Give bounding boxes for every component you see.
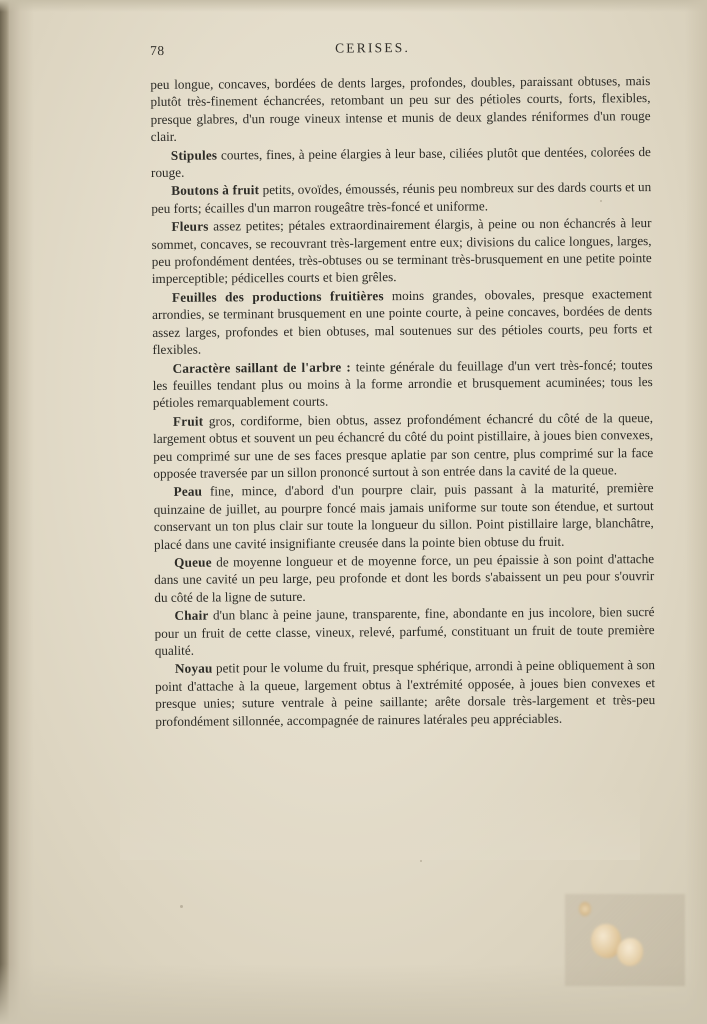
paragraph-text: courtes, fines, à peine élargies à leur base, ciliées plutôt que dentées, colorées de rouge. (150, 143, 651, 181)
page-right-edge (685, 0, 707, 1024)
paragraph-lead: Fruit (172, 413, 204, 429)
paragraph-stipules (151, 143, 651, 182)
paragraph-chair (154, 603, 654, 659)
paragraph-noyau (155, 656, 656, 730)
paper-stain (565, 894, 685, 986)
paragraph-feuilles (152, 285, 653, 359)
paragraph-peau (153, 479, 654, 553)
paper-speck (180, 905, 183, 908)
scan-fade-overlay (120, 790, 640, 860)
paragraph-fruit (153, 409, 654, 483)
paragraph-text: petit pour le volume du fruit, presque sphérique, arrondi à peine obliquement à son point d'attache à la queue, largement obtus à l'extrémité opposée, à joues bien convexes et presque unies; suture ventrale à peine saillante; arête dorsale très-largement et très-peu profondément sillonnée, accompagnée de rainures latérales peu appréciables. (155, 657, 656, 729)
page-content (150, 38, 655, 731)
page-number: 78 (150, 42, 165, 58)
page-body-text (150, 72, 655, 730)
paragraph-queue (154, 550, 654, 606)
paragraph-text: peu longue, concaves, bordées de dents larges, profondes, doubles, paraissant obtuses, mais plutôt très-finement échancrées, retombant un peu sur des pétioles courts, forts, flexibles, presque glabres, d'un rouge vineux intense et munis de deux glandes réniformes d'un rouge clair. (150, 73, 651, 145)
paragraph-text: gros, cordiforme, bien obtus, assez profondément échancré du côté de la queue, largement obtus et souvent un peu échancré du côté du point pistillaire, à joues bien convexes, peu comprimé sur une de ses faces presque aplatie par son centre, plus comprimé sur la face opposée traversée par un sillon prononcé surtout à son entrée dans la cavité de la queue. (153, 409, 654, 481)
paragraph-lead: Fleurs (171, 218, 209, 235)
paragraph-text: d'un blanc à peine jaune, transparente, fine, abondante en jus incolore, bien sucré pour un fruit de cette classe, vineux, relevé, parfumé, constituant un fruit de toute première qualité. (154, 604, 655, 658)
paragraph-text: de moyenne longueur et de moyenne force, un peu épaissie à son point d'attache dans une cavité un peu large, peu profonde et dont les bords s'abaissent un peu pour s'ouvrir du côté de la ligne de suture. (154, 551, 655, 605)
paragraph-fleurs (151, 214, 652, 288)
paragraph-text: assez petites; pétales extraordinairement élargis, à peine ou non échancrés à leur sommet, concaves, se recouvrant très-largement entre eux; divisions du calice longues, larges, peu profondément dentées, très-obtuses ou se terminant très-brusquement en une petite pointe imperceptible; pédicelles courts et bien grêles. (151, 215, 652, 287)
running-head: CERISES. (334, 39, 411, 56)
stain-blob (579, 902, 591, 916)
paragraph-caractere (152, 356, 652, 412)
paragraph-lead: Boutons à fruit (171, 182, 260, 199)
paragraph-intro (150, 72, 651, 146)
paper-speck (600, 200, 602, 202)
paragraph-lead: Stipules (170, 147, 218, 163)
paragraph-lead: Chair (174, 607, 209, 624)
page-top-edge (0, 0, 707, 12)
binding-edge (0, 0, 9, 1024)
paragraph-text: fine, mince, d'abord d'un pourpre clair, puis passant à la maturité, première quinzaine de juillet, au pourpre foncé mais jamais uniforme sur toute son étendue, et surtout conservant un ton plus clair sur toute la longueur du sillon. Point pistillaire large, blanchâtre, placé dans une cavité insignifiante creusée dans la pointe bien obtuse du fruit. (153, 480, 654, 552)
paragraph-lead: Caractère saillant de l'arbre : (172, 358, 352, 376)
paragraph-boutons (151, 179, 651, 218)
paragraph-text: teinte générale du feuillage d'un vert très-foncé; toutes les feuilles tendant plus ou moins à la forme arrondie et brusquement acuminées; tous les pétioles remarquablement courts. (152, 356, 653, 411)
page-header (150, 38, 650, 62)
stain-blob (617, 938, 643, 966)
paragraph-text: moins grandes, obovales, presque exactement arrondies, se terminant brusquement en une pointe courte, à peine concaves, bordées de dents assez larges, profondes et bien obtuses, mal soutenues sur des pétioles courts, peu forts et flexibles. (152, 285, 653, 358)
paper-speck (420, 860, 422, 862)
paragraph-text: petits, ovoïdes, émoussés, réunis peu nombreux sur des dards courts et un peu forts; écailles d'un marron rougeâtre très-foncé et uniforme. (151, 179, 652, 216)
paragraph-lead: Noyau (174, 660, 213, 677)
paragraph-lead: Queue (174, 554, 212, 570)
paragraph-lead: Peau (173, 483, 203, 500)
paragraph-lead: Feuilles des productions fruitières (171, 288, 384, 305)
